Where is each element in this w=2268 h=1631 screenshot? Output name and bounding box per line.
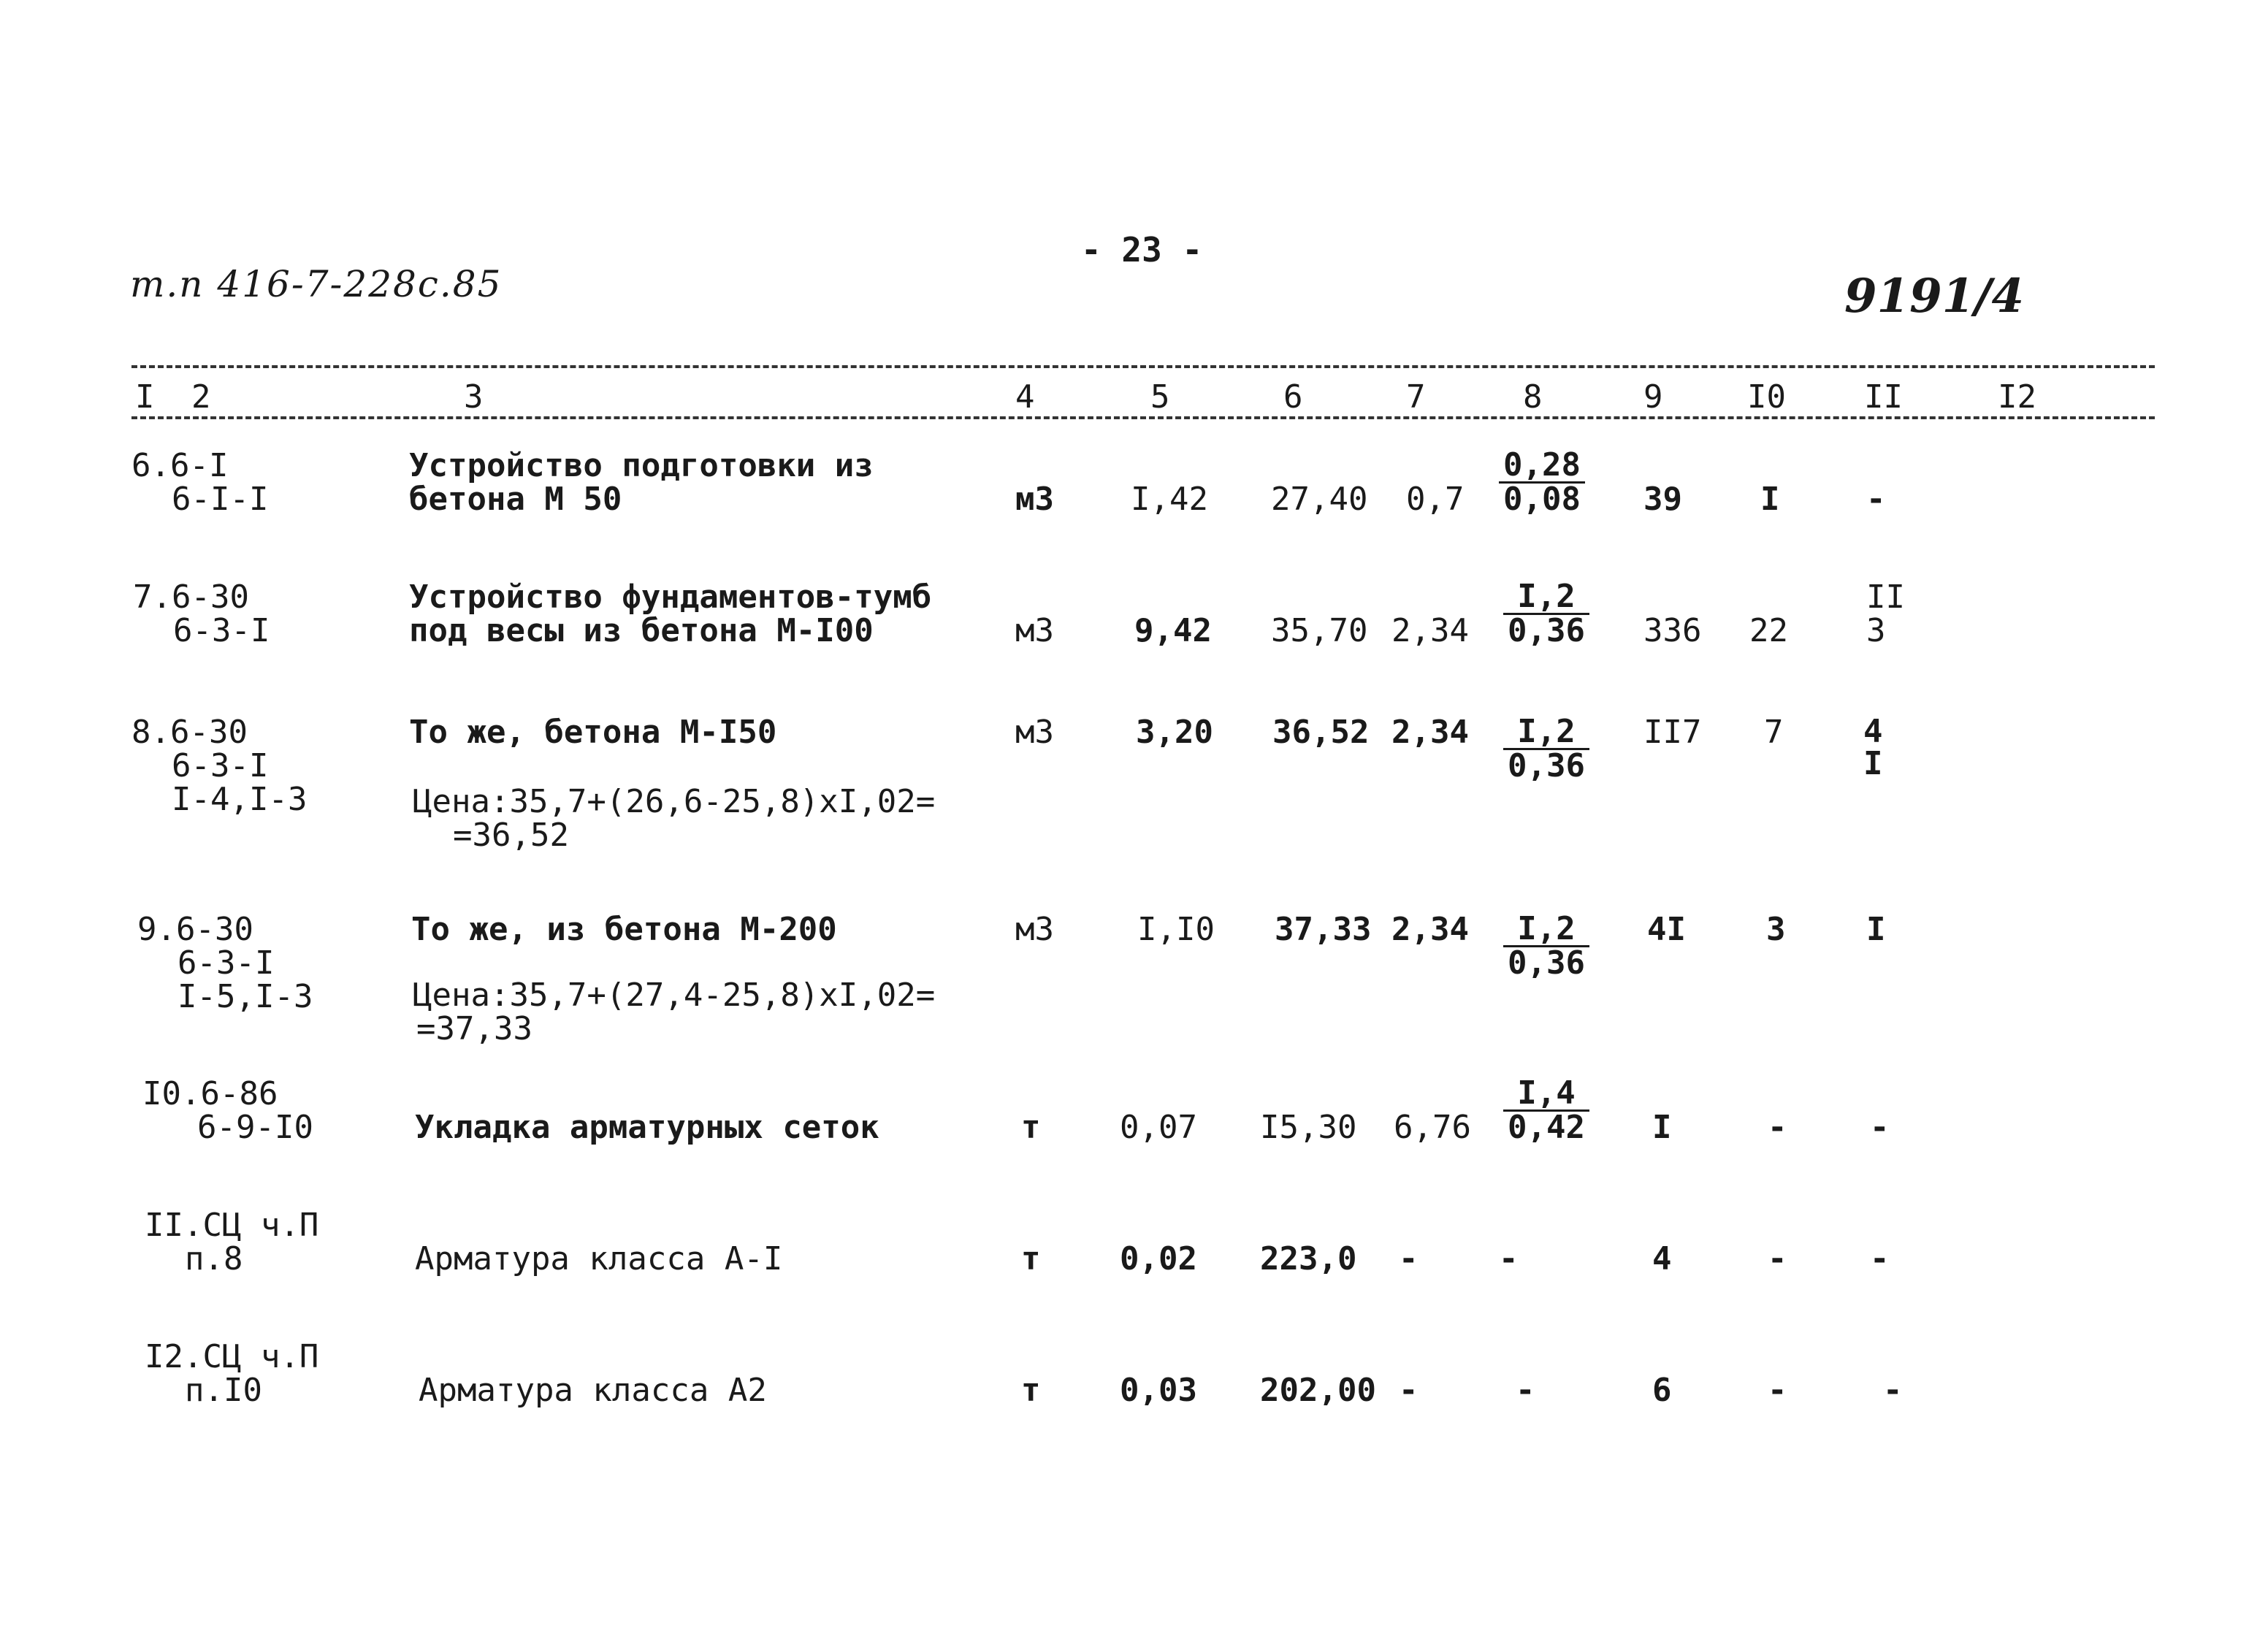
- row-col10: -: [1768, 1240, 1787, 1277]
- row-col8-fraction: $\frac{I,2}{0,36}$: [1503, 716, 1589, 782]
- row-col8-fraction: $\frac{I,2}{0,36}$: [1503, 913, 1589, 979]
- row-code: 9.6-30 6-3-I I-5,I-3: [137, 911, 313, 1015]
- column-number: 6: [1283, 378, 1303, 416]
- row-col11-fraction: 4 I: [1863, 713, 1883, 782]
- row-col7: 2,34: [1391, 911, 1469, 948]
- row-price: 223,0: [1260, 1240, 1357, 1277]
- header-rule-top: [131, 365, 2155, 368]
- row-unit: т: [1021, 1372, 1041, 1409]
- column-number: 8: [1523, 378, 1543, 416]
- row-quantity: 0,07: [1120, 1109, 1197, 1146]
- row-col8: -: [1516, 1372, 1535, 1409]
- row-quantity: 0,03: [1120, 1372, 1197, 1409]
- row-col7: -: [1399, 1372, 1419, 1409]
- row-col7: 2,34: [1391, 612, 1469, 649]
- row-quantity: 3,20: [1136, 714, 1213, 751]
- row-col11: -: [1866, 481, 1886, 518]
- row-col9: 39: [1643, 481, 1682, 518]
- row-name: Устройство подготовки из бетона М 50: [409, 447, 874, 518]
- row-col9: I: [1652, 1109, 1672, 1146]
- row-col9: 6: [1652, 1372, 1672, 1409]
- row-col7: -: [1399, 1240, 1419, 1277]
- row-quantity: I,I0: [1137, 911, 1215, 948]
- row-code: I0.6-86 6-9-I0: [142, 1075, 313, 1146]
- row-col7: 2,34: [1391, 714, 1469, 751]
- row-code: 8.6-30 6-3-I I-4,I-3: [131, 714, 308, 818]
- header-rule-bottom: [131, 416, 2155, 419]
- row-price: 37,33: [1275, 911, 1372, 948]
- row-col9: II7: [1643, 714, 1702, 751]
- column-number: I2: [1998, 378, 2036, 416]
- row-col11: -: [1870, 1109, 1890, 1146]
- row-price: 202,00: [1260, 1372, 1376, 1409]
- column-number: II: [1864, 378, 1903, 416]
- row-price: I5,30: [1260, 1109, 1357, 1146]
- column-number: 7: [1406, 378, 1426, 416]
- row-quantity: 9,42: [1134, 612, 1212, 649]
- row-price: 35,70: [1271, 612, 1368, 649]
- row-col10: 22: [1749, 612, 1788, 649]
- row-col8-fraction: $\frac{I,4}{0,42}$: [1503, 1077, 1589, 1144]
- row-unit: т: [1021, 1240, 1041, 1277]
- row-col10: 7: [1764, 714, 1784, 751]
- row-name: То же, из бетона М-200: [411, 911, 837, 948]
- row-code: I2.СЦ ч.П п.I0: [145, 1338, 319, 1409]
- row-quantity: I,42: [1131, 481, 1208, 518]
- row-code: 6.6-I 6-I-I: [131, 447, 269, 518]
- row-unit: м3: [1015, 714, 1054, 751]
- row-code: II.СЦ ч.П п.8: [145, 1207, 319, 1277]
- row-col11: I: [1866, 911, 1886, 948]
- row-col10: -: [1768, 1109, 1787, 1146]
- column-number: I: [135, 378, 155, 416]
- page-number: - 23 -: [1081, 230, 1203, 270]
- column-number: 3: [464, 378, 484, 416]
- column-number: 2: [191, 378, 211, 416]
- document-code: т.п 416-7-228с.85: [130, 263, 503, 305]
- row-col9: 4I: [1647, 911, 1686, 948]
- row-col11: II 3: [1866, 578, 1905, 649]
- row-price-note: Цена:35,7+(26,6-25,8)хI,02= =36,52: [413, 783, 936, 854]
- row-col11: -: [1870, 1240, 1890, 1277]
- row-price: 27,40: [1271, 481, 1368, 518]
- row-name: Устройство фундаментов-тумб под весы из бетона М-I00: [409, 578, 932, 649]
- row-quantity: 0,02: [1120, 1240, 1197, 1277]
- row-price: 36,52: [1272, 714, 1370, 751]
- row-col9: 336: [1643, 612, 1702, 649]
- row-col10: -: [1768, 1372, 1787, 1409]
- row-name: Арматура класса А2: [419, 1372, 767, 1409]
- row-col10: I: [1760, 481, 1780, 518]
- column-number: 9: [1643, 378, 1663, 416]
- column-number: 4: [1015, 378, 1035, 416]
- row-name: Укладка арматурных сеток: [415, 1109, 879, 1146]
- row-col8: -: [1499, 1240, 1519, 1277]
- inventory-number: 9191/4: [1844, 269, 2025, 324]
- row-unit: м3: [1015, 911, 1054, 948]
- row-col7: 6,76: [1394, 1109, 1471, 1146]
- row-col9: 4: [1652, 1240, 1672, 1277]
- row-col11: -: [1883, 1372, 1903, 1409]
- row-unit: м3: [1015, 481, 1054, 518]
- row-code: 7.6-30 6-3-I: [133, 578, 270, 649]
- column-number: I0: [1747, 378, 1786, 416]
- row-unit: т: [1021, 1109, 1041, 1146]
- row-col8-fraction: $\frac{0,28}{0,08}$: [1499, 449, 1585, 516]
- row-col7: 0,7: [1406, 481, 1465, 518]
- row-col8-fraction: $\frac{I,2}{0,36}$: [1503, 581, 1589, 647]
- row-name: Арматура класса А-I: [415, 1240, 783, 1277]
- row-name: То же, бетона М-I50: [409, 714, 777, 751]
- row-unit: м3: [1015, 612, 1054, 649]
- row-col10: 3: [1766, 911, 1786, 948]
- row-price-note: Цена:35,7+(27,4-25,8)хI,02= =37,33: [413, 977, 936, 1047]
- column-number: 5: [1150, 378, 1170, 416]
